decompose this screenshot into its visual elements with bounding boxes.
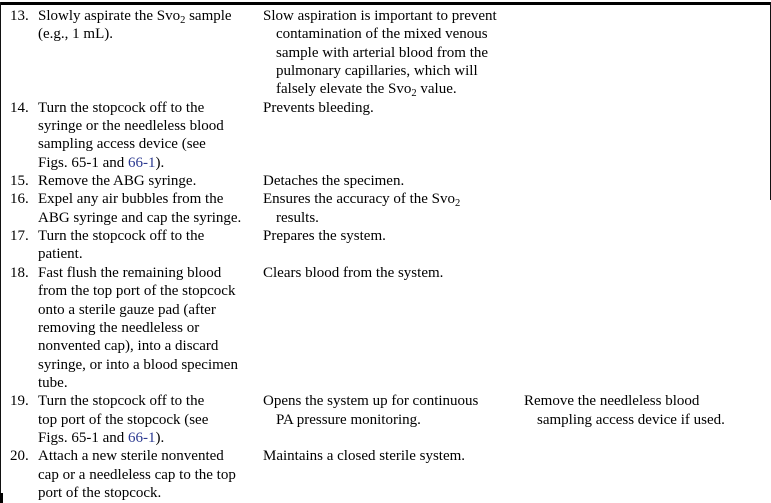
text-segment: Detaches the specimen. bbox=[263, 173, 405, 190]
special-considerations-cell bbox=[524, 447, 771, 502]
text-segment: falsely elevate the Svo bbox=[276, 81, 412, 98]
rationale-cell bbox=[263, 99, 524, 172]
special-considerations-cell bbox=[524, 172, 771, 190]
text-segment: contamination of the mixed venous bbox=[276, 26, 488, 43]
text-segment: Slow aspiration is important to prevent bbox=[263, 8, 497, 24]
step-number: 14. bbox=[10, 99, 29, 116]
text-segment: Turn the stopcock off to the bbox=[38, 99, 205, 116]
steps-cell bbox=[0, 392, 263, 447]
table-row bbox=[0, 264, 771, 392]
text-segment: from the top port of the stopcock bbox=[38, 283, 236, 300]
text-segment: Fast flush the remaining blood bbox=[38, 264, 222, 281]
special-considerations-cell bbox=[524, 190, 771, 227]
text-segment: sample bbox=[185, 8, 232, 24]
table-row bbox=[0, 172, 771, 190]
rationale-text bbox=[263, 99, 524, 117]
step-number: 17. bbox=[10, 228, 29, 245]
steps-cell bbox=[0, 264, 263, 392]
text-segment: results. bbox=[276, 209, 319, 226]
text-segment: Turn the stopcock off to the bbox=[38, 393, 205, 410]
rationale-cell bbox=[263, 190, 524, 227]
table-row bbox=[0, 7, 771, 99]
text-segment: PA pressure monitoring. bbox=[276, 411, 421, 428]
text-segment: Prepares the system. bbox=[263, 228, 386, 245]
rationale-cell bbox=[263, 392, 524, 447]
rationale-text bbox=[263, 227, 524, 245]
table-row bbox=[0, 447, 771, 502]
subscript-text: 2 bbox=[455, 198, 461, 210]
steps-cell bbox=[0, 99, 263, 172]
rationale-text bbox=[263, 264, 524, 282]
step-text bbox=[38, 7, 257, 44]
steps-cell bbox=[0, 447, 263, 502]
rationale-text bbox=[263, 190, 524, 227]
text-segment: port of the stopcock. bbox=[38, 484, 162, 501]
steps-cell bbox=[0, 190, 263, 227]
step-number: 16. bbox=[10, 191, 29, 208]
table-top-rule bbox=[0, 2, 771, 5]
text-segment: syringe or the needleless blood bbox=[38, 118, 224, 135]
text-segment: removing the needleless or bbox=[38, 319, 200, 336]
text-segment: ). bbox=[155, 154, 165, 171]
rationale-cell bbox=[263, 7, 524, 99]
step-text bbox=[38, 392, 257, 447]
text-segment: Attach a new sterile nonvented bbox=[38, 448, 224, 465]
table-row bbox=[0, 99, 771, 172]
text-segment: Expel any air bubbles from the bbox=[38, 191, 224, 208]
procedure-steps-table bbox=[0, 7, 771, 502]
text-segment: Prevents bleeding. bbox=[263, 99, 374, 116]
step-text bbox=[38, 227, 257, 264]
text-segment: top port of the stopcock (see bbox=[38, 411, 209, 428]
step-number: 18. bbox=[10, 264, 29, 281]
step-number: 13. bbox=[10, 8, 29, 24]
text-segment: onto a sterile gauze pad (after bbox=[38, 301, 216, 318]
step-number: 20. bbox=[10, 448, 29, 465]
rationale-cell bbox=[263, 264, 524, 392]
step-text bbox=[38, 99, 257, 172]
subscript-text: 2 bbox=[411, 88, 417, 100]
special-considerations-cell bbox=[524, 264, 771, 392]
special-considerations-cell bbox=[524, 392, 771, 447]
rationale-text bbox=[263, 172, 524, 190]
rationale-cell bbox=[263, 227, 524, 264]
text-segment: nonvented cap), into a discard bbox=[38, 338, 219, 355]
special-considerations-cell bbox=[524, 7, 771, 99]
figure-link[interactable]: 66-1 bbox=[128, 154, 156, 171]
step-text bbox=[38, 264, 257, 392]
text-segment: Clears blood from the system. bbox=[263, 264, 444, 281]
consideration-text bbox=[524, 392, 771, 429]
text-segment: Remove the ABG syringe. bbox=[38, 173, 197, 190]
steps-cell bbox=[0, 227, 263, 264]
text-segment: value. bbox=[416, 81, 457, 98]
text-segment: cap or a needleless cap to the top bbox=[38, 466, 236, 483]
steps-cell bbox=[0, 172, 263, 190]
table-row bbox=[0, 227, 771, 264]
text-segment: Ensures the accuracy of the Svo bbox=[263, 191, 456, 208]
rationale-text bbox=[263, 447, 524, 465]
text-segment: Remove the needleless blood bbox=[524, 393, 700, 410]
step-text bbox=[38, 190, 257, 227]
step-number: 15. bbox=[10, 173, 29, 190]
text-segment: tube. bbox=[38, 374, 68, 391]
text-segment: pulmonary capillaries, which will bbox=[276, 63, 478, 80]
subscript-text: 2 bbox=[180, 15, 186, 26]
rationale-text bbox=[263, 7, 524, 99]
text-segment: sampling access device if used. bbox=[537, 411, 725, 428]
rationale-cell bbox=[263, 172, 524, 190]
text-segment: sampling access device (see bbox=[38, 136, 206, 153]
text-segment: Maintains a closed sterile system. bbox=[263, 448, 466, 465]
figure-link[interactable]: 66-1 bbox=[128, 429, 156, 446]
text-segment: Opens the system up for continuous bbox=[263, 393, 479, 410]
text-segment: sample with arterial blood from the bbox=[276, 44, 489, 61]
step-number: 19. bbox=[10, 393, 29, 410]
table-row bbox=[0, 392, 771, 447]
step-text bbox=[38, 172, 257, 190]
text-segment: (e.g., 1 mL). bbox=[38, 26, 113, 43]
special-considerations-cell bbox=[524, 227, 771, 264]
table-row bbox=[0, 190, 771, 227]
steps-cell bbox=[0, 7, 263, 99]
text-segment: Figs. 65-1 and bbox=[38, 154, 128, 171]
text-segment: Slowly aspirate the Svo bbox=[38, 8, 181, 24]
text-segment: patient. bbox=[38, 246, 83, 263]
special-considerations-cell bbox=[524, 99, 771, 172]
text-segment: Turn the stopcock off to the bbox=[38, 228, 205, 245]
text-segment: ). bbox=[155, 429, 165, 446]
text-segment: Figs. 65-1 and bbox=[38, 429, 128, 446]
rationale-text bbox=[263, 392, 524, 429]
text-segment: syringe, or into a blood specimen bbox=[38, 356, 238, 373]
step-text bbox=[38, 447, 257, 502]
rationale-cell bbox=[263, 447, 524, 502]
text-segment: ABG syringe and cap the syringe. bbox=[38, 209, 242, 226]
